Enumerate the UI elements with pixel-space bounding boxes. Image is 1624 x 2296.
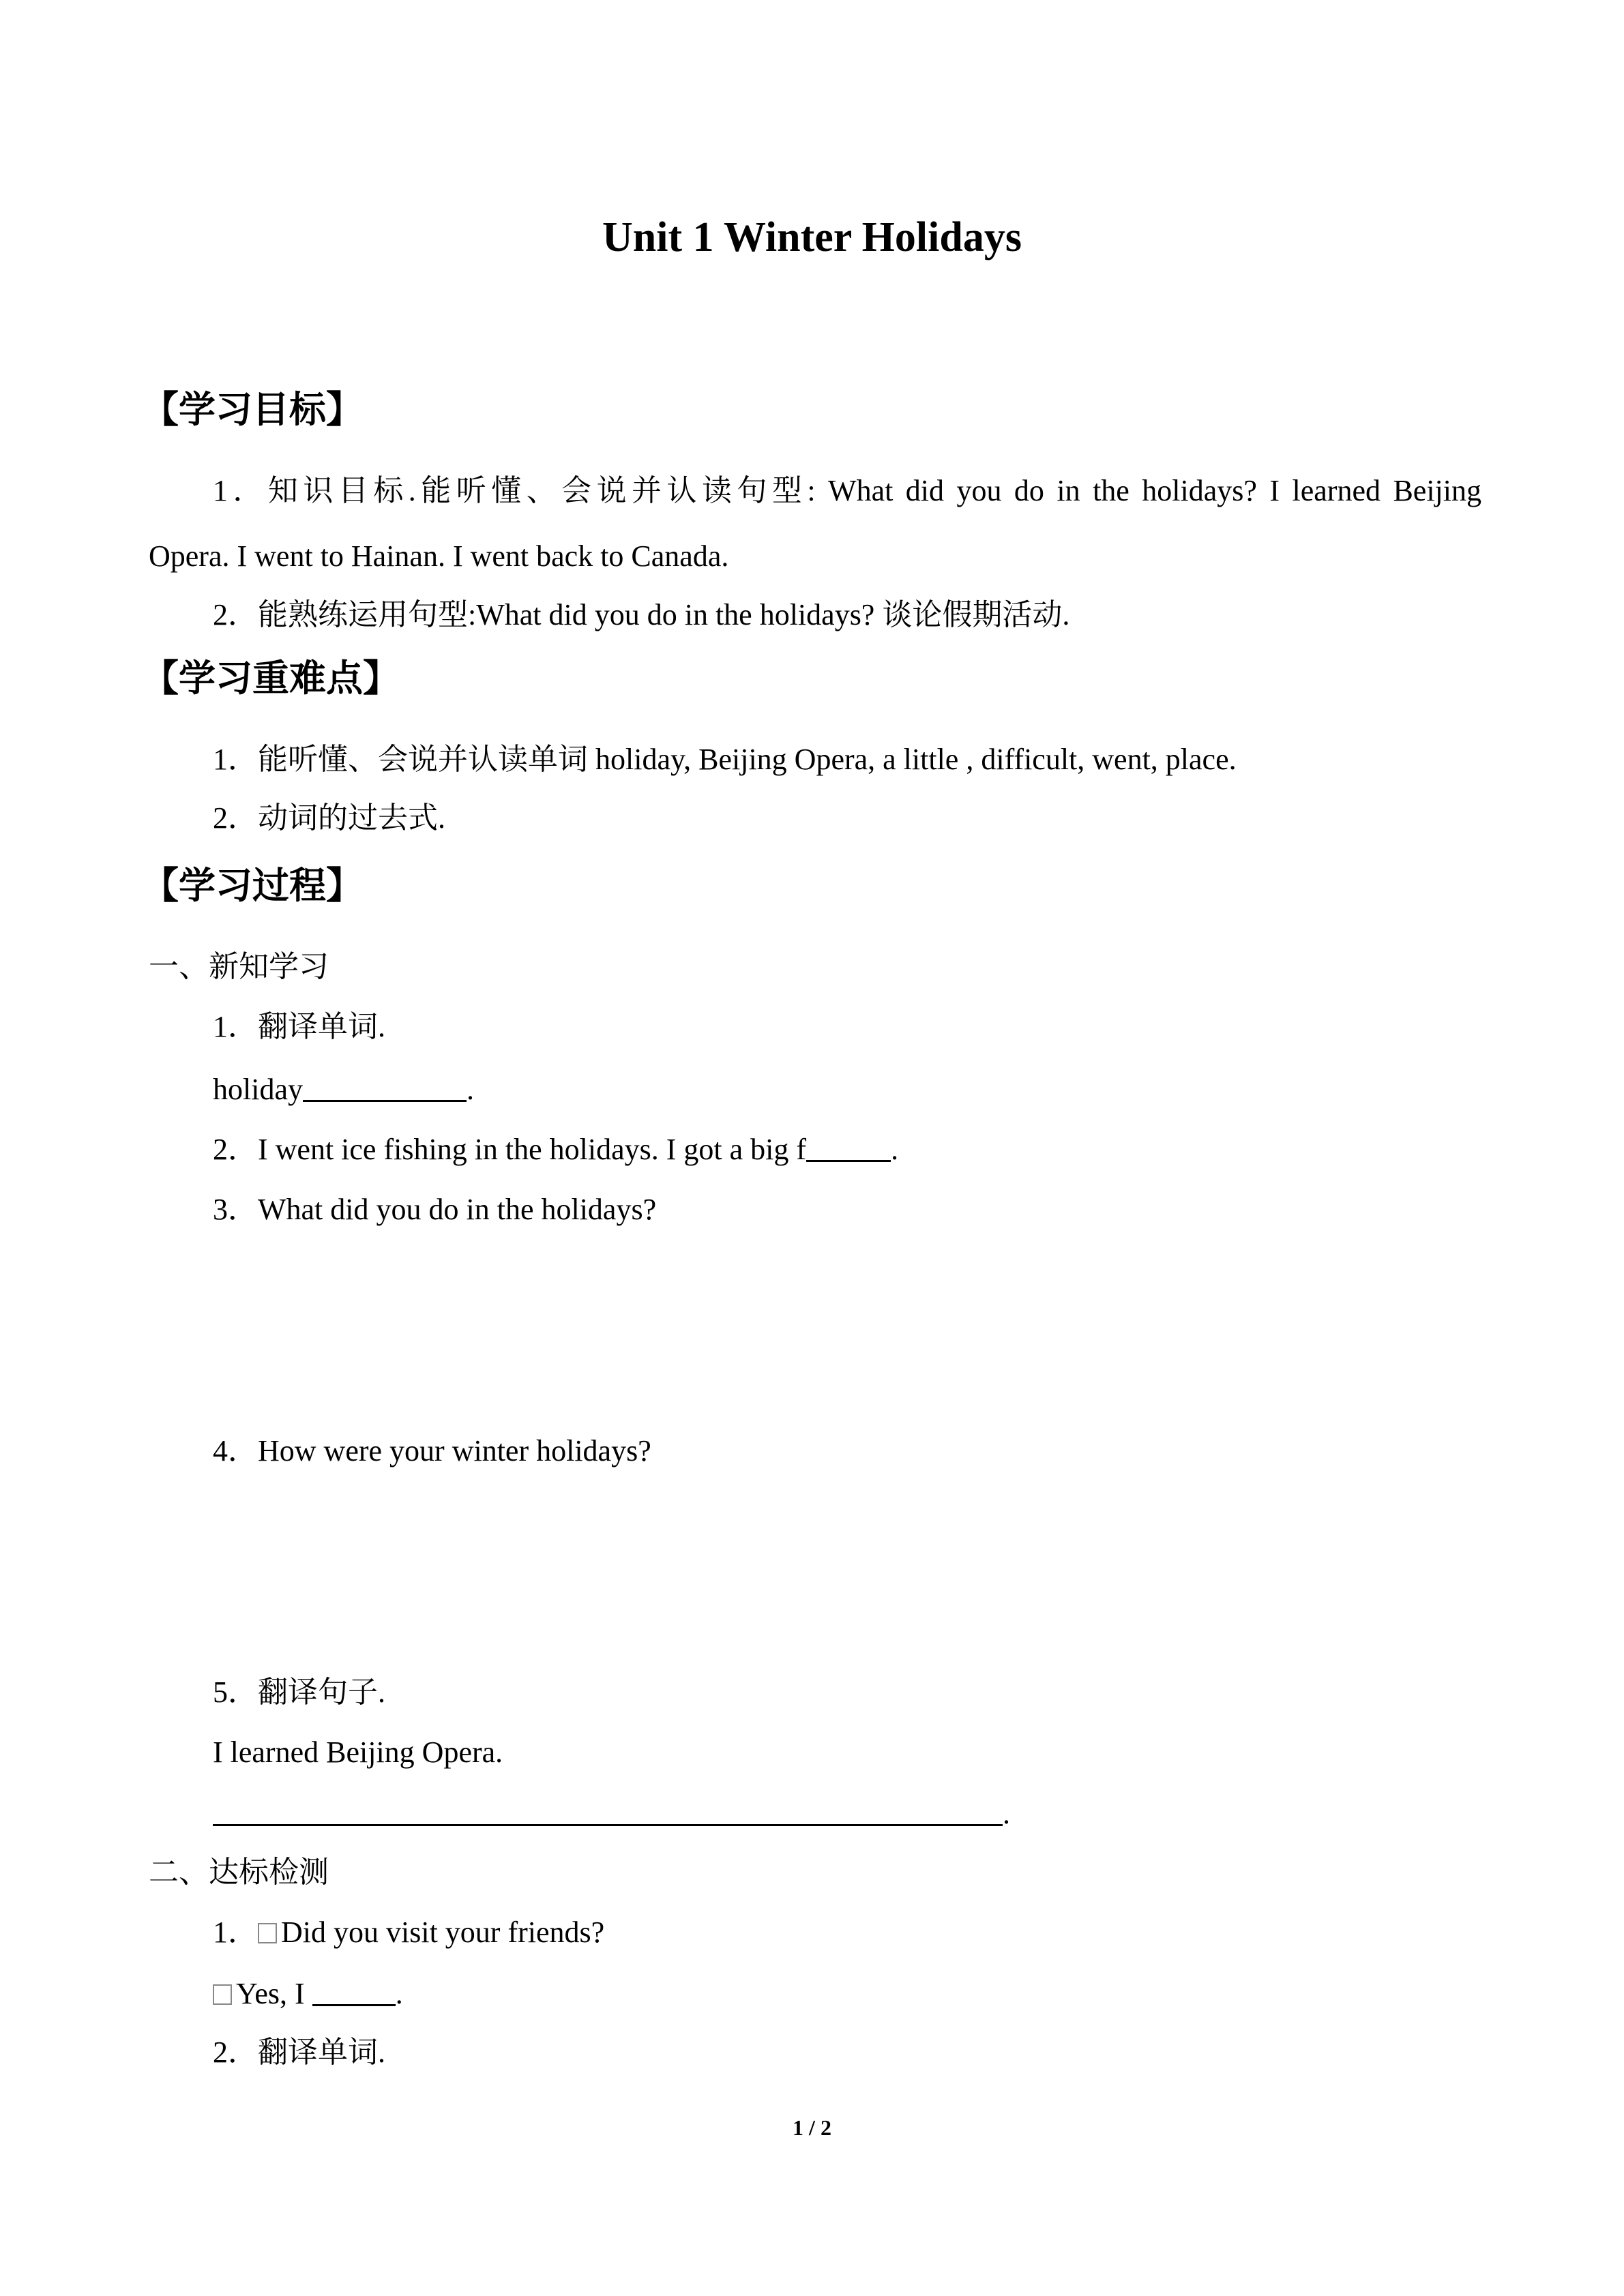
question-4: 4．How were your winter holidays?	[213, 1434, 651, 1467]
learning-process-heading: 【学习过程】	[142, 864, 363, 907]
question-2-text: 2．I went ice fishing in the holidays. I got a big f	[213, 1133, 807, 1166]
question-3: 3．What did you do in the holidays?	[213, 1193, 657, 1226]
test-question-1-answer	[213, 1973, 403, 2014]
test-question-1	[213, 1912, 604, 1953]
placeholder-box-icon	[213, 1984, 232, 2005]
goal-1-line-2: Opera. I went to Hainan. I went back to Canada.	[149, 539, 729, 573]
learning-goals-heading: 【学习目标】	[142, 388, 363, 431]
part-1-label: 一、新知学习	[149, 950, 329, 983]
test-answer-prefix: Yes, I	[236, 1977, 312, 2010]
answer-blank[interactable]	[213, 1794, 1003, 1826]
question-1-end: .	[466, 1073, 474, 1106]
key-point-2: 2．动词的过去式.	[213, 801, 445, 835]
part-2-label: 二、达标检测	[149, 1855, 329, 1889]
key-point-1: 1．能听懂、会说并认读单词 holiday, Beijing Opera, a little , difficult, went, place.	[213, 743, 1237, 776]
question-5-sentence: I learned Beijing Opera.	[213, 1735, 503, 1769]
question-1-word: holiday	[213, 1073, 303, 1106]
goal-2: 2．能熟练运用句型:What did you do in the holidays? 谈论假期活动.	[213, 598, 1070, 631]
answer-blank[interactable]	[806, 1130, 891, 1162]
goal-1-line-1: 1．知识目标.能听懂、会说并认读句型: What did you do in the holidays? I learned Beijing	[213, 474, 1481, 507]
test-question-1-number: 1．	[213, 1915, 258, 1949]
answer-blank[interactable]	[303, 1070, 467, 1102]
question-5: 5．翻译句子.	[213, 1675, 385, 1709]
question-2	[213, 1129, 898, 1170]
key-points-heading: 【学习重难点】	[142, 657, 400, 700]
test-question-1-text: Did you visit your friends?	[281, 1915, 605, 1949]
question-1-answer-line	[213, 1069, 474, 1110]
test-question-2: 2．翻译单词.	[213, 2036, 385, 2069]
page-title: Unit 1 Winter Holidays	[602, 214, 1022, 260]
question-5-answer-line	[213, 1793, 1010, 1834]
question-1: 1．翻译单词.	[213, 1010, 385, 1043]
placeholder-box-icon	[258, 1923, 277, 1943]
test-answer-end: .	[395, 1977, 403, 2010]
question-2-end: .	[891, 1133, 899, 1166]
page-number: 1 / 2	[793, 2115, 831, 2140]
answer-blank[interactable]	[312, 1974, 396, 2006]
question-5-end: .	[1003, 1797, 1010, 1830]
